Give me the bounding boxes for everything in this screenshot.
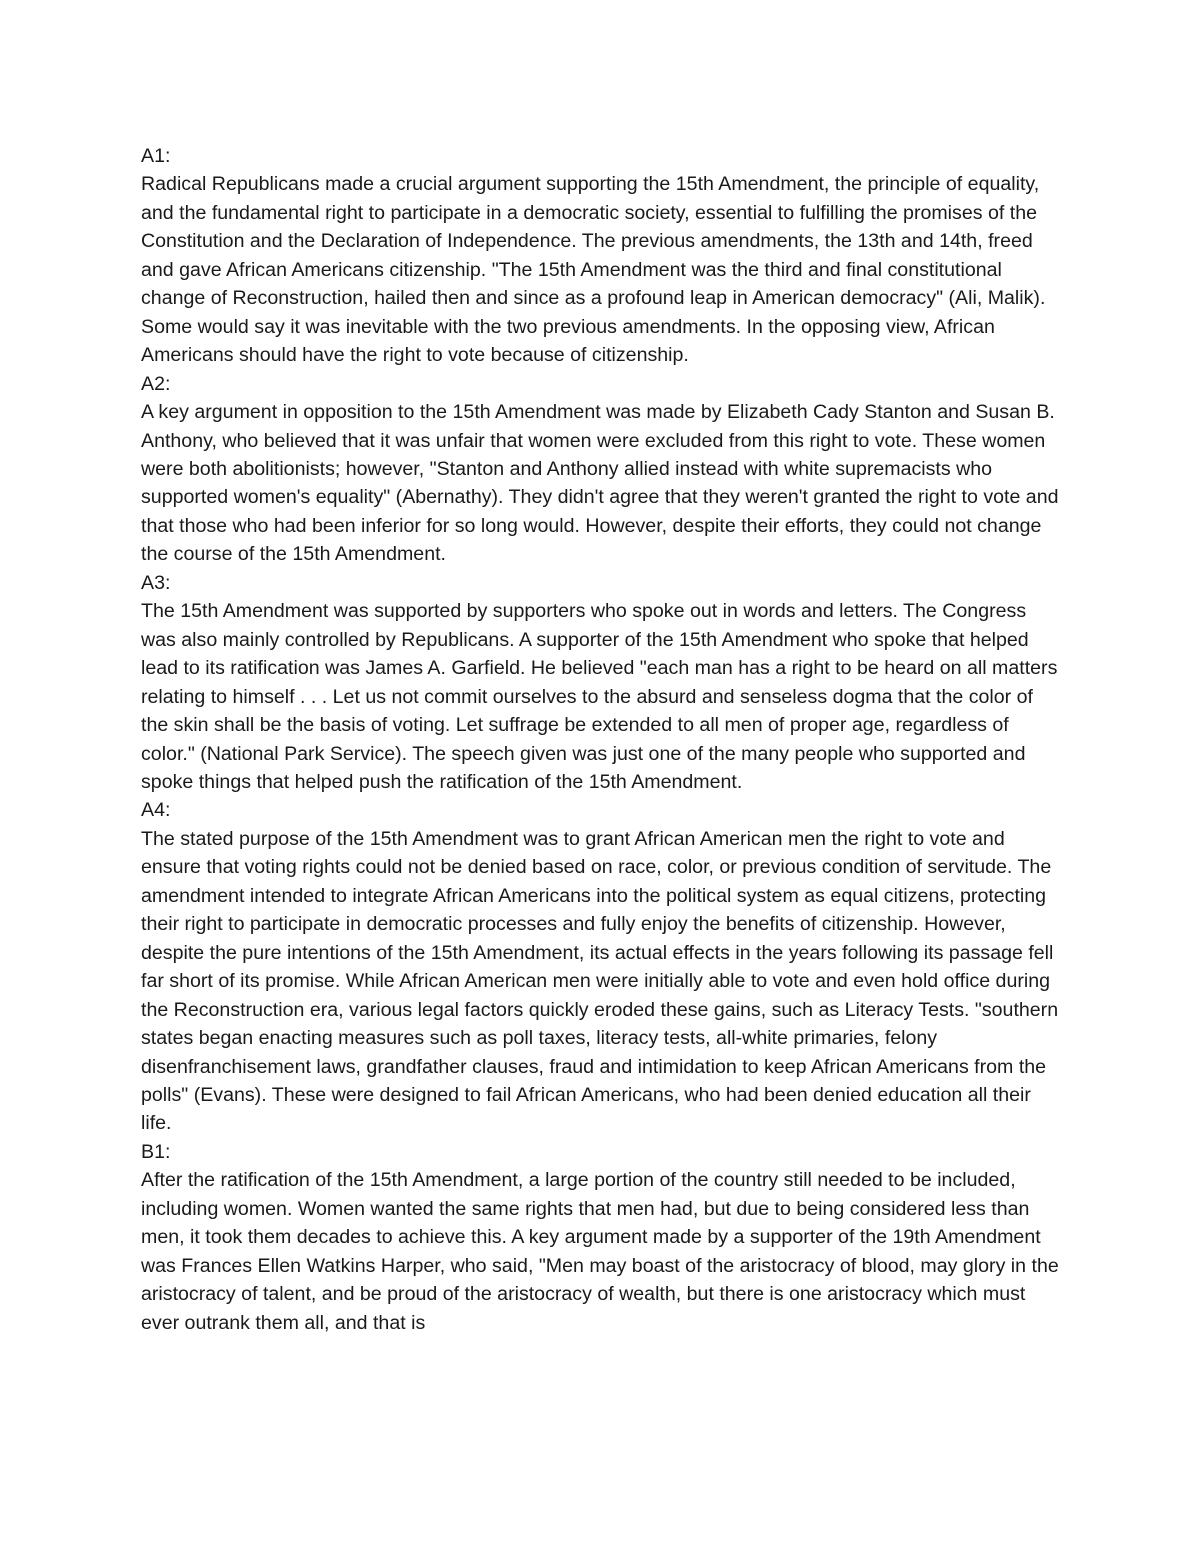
section-a4 [141,796,1061,1137]
section-paragraph: A key argument in opposition to the 15th Amendment was made by Elizabeth Cady Stanton and Susan B. Anthony, who believed that it was unfair that women were excluded from this right to vote. These women were both abolitionists; however, "Stanton and Anthony allied instead with white supremacists who supported women's equality" (Abernathy). They didn't agree that they weren't granted the right to vote and that those who had been inferior for so long would. However, despite their efforts, they could not change the course of the 15th Amendment. [141,401,1059,566]
section-label: A2: [141,372,171,395]
section-paragraph: The stated purpose of the 15th Amendment was to grant African American men the right to vote and ensure that voting rights could not be denied based on race, color, or previous condition of servitude. The amendment intended to integrate African Americans into the political system as equal citizens, protecting their right to participate in democratic processes and fully enjoy the benefits of citizenship. However, despite the pure intentions of the 15th Amendment, its actual effects in the years following its passage fell far short of its promise. While African American men were initially able to vote and even hold office during the Reconstruction era, various legal factors quickly eroded these gains, such as Literacy Tests. "southern states began enacting measures such as poll taxes, literacy tests, all-white primaries, felony disenfranchisement laws, grandfather clauses, fraud and intimidation to keep African Americans from the polls" (Evans). These were designed to fail African Americans, who had been denied education all their life. [141,827,1059,1135]
section-paragraph: The 15th Amendment was supported by supporters who spoke out in words and letters. The Congress was also mainly controlled by Republicans. A supporter of the 15th Amendment who spoke that helped lead to its ratification was James A. Garfield. He believed "each man has a right to be heard on all matters relating to himself . . . Let us not commit ourselves to the absurd and senseless dogma that the color of the skin shall be the basis of voting. Let suffrage be extended to all men of proper age, regardless of color." (National Park Service). The speech given was just one of the many people who supported and spoke things that helped push the ratification of the 15th Amendment. [141,600,1058,793]
section-label: A4: [141,799,171,822]
section-a2 [141,370,1061,569]
section-a3 [141,569,1061,797]
section-paragraph: After the ratification of the 15th Amendment, a large portion of the country still needed to be included, including women. Women wanted the same rights that men had, but due to being considered less than men, it took them decades to achieve this. A key argument made by a supporter of the 19th Amendment was Frances Ellen Watkins Harper, who said, "Men may boast of the aristocracy of blood, may glory in the aristocracy of talent, and be proud of the aristocracy of wealth, but there is one aristocracy which must ever outrank them all, and that is [141,1169,1059,1334]
section-a1 [141,142,1061,370]
document-page [141,142,1061,1337]
section-label: A3: [141,571,171,594]
section-label: B1: [141,1140,171,1163]
section-b1 [141,1138,1061,1337]
section-paragraph: Radical Republicans made a crucial argument supporting the 15th Amendment, the principle of equality, and the fundamental right to participate in a democratic society, essential to fulfilling the promises of the Constitution and the Declaration of Independence. The previous amendments, the 13th and 14th, freed and gave African Americans citizenship. "The 15th Amendment was the third and final constitutional change of Reconstruction, hailed then and since as a profound leap in American democracy" (Ali, Malik). Some would say it was inevitable with the two previous amendments. In the opposing view, African Americans should have the right to vote because of citizenship. [141,173,1046,367]
section-label: A1: [141,145,171,167]
